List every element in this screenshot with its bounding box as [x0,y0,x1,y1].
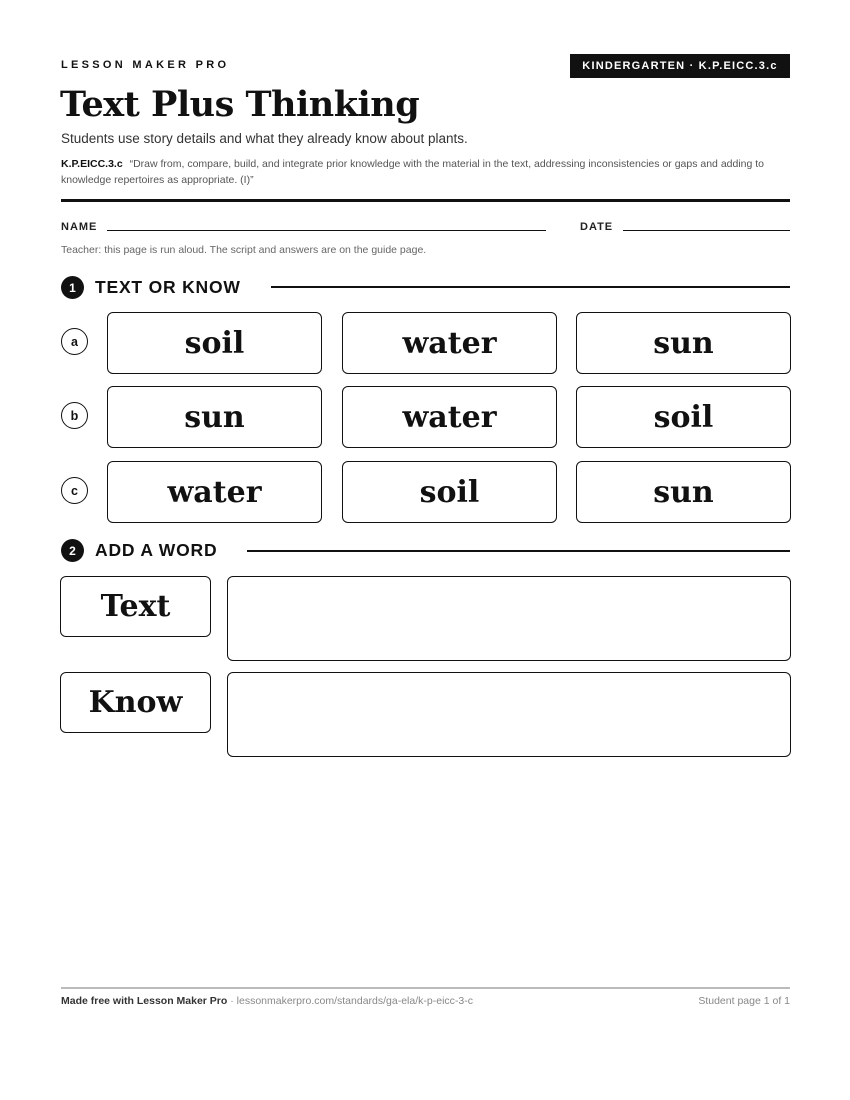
footer-url[interactable]: · lessonmakerpro.com/standards/ga-ela/k-p-eicc-3-c [227,995,473,1007]
section-number-badge: 1 [61,276,84,299]
section-number-badge: 2 [61,539,84,562]
date-label: DATE [580,221,614,233]
word-choice-box[interactable]: water [342,312,557,374]
standard-code: K.P.EICC.3.c [61,158,123,170]
page-subtitle: Students use story details and what they already know about plants. [61,131,468,146]
footer-page-number: Student page 1 of 1 [698,995,790,1007]
name-field[interactable] [107,230,546,231]
word-choice-box[interactable]: sun [107,386,322,448]
word-choice-box[interactable]: soil [107,312,322,374]
word-choice-box[interactable]: soil [576,386,791,448]
section-2-rule [247,550,790,552]
header-divider [61,199,790,202]
footer-credit [61,995,473,1007]
row-letter-a: a [61,328,88,355]
brand-name: LESSON MAKER PRO [61,59,230,71]
section-1-header [61,276,241,299]
page-title: Text Plus Thinking [60,84,420,125]
date-field[interactable] [623,230,790,231]
grade-badge: KINDERGARTEN · K.P.EICC.3.c [570,54,790,78]
know-label-box: Know [60,672,211,733]
standard-description [61,156,791,188]
section-title: TEXT OR KNOW [95,277,241,297]
row-letter-b: b [61,402,88,429]
word-choice-box[interactable]: soil [342,461,557,523]
word-choice-box[interactable]: water [107,461,322,523]
section-2-header [61,539,217,562]
name-label: NAME [61,221,98,233]
text-label-box: Text [60,576,211,637]
section-title: ADD A WORD [95,540,218,560]
know-answer-box[interactable] [227,672,791,757]
text-answer-box[interactable] [227,576,791,661]
word-choice-box[interactable]: sun [576,312,791,374]
word-choice-box[interactable]: sun [576,461,791,523]
footer-made-with: Made free with Lesson Maker Pro [61,995,228,1007]
standard-text: “Draw from, compare, build, and integrate prior knowledge with the material in the text, addressing inconsistencies or gaps and adding to knowledge repertoires as appropriate. (I)” [61,158,765,186]
teacher-note: Teacher: this page is run aloud. The script and answers are on the guide page. [61,244,427,256]
word-choice-box[interactable]: water [342,386,557,448]
footer-divider [61,987,790,989]
row-letter-c: c [61,477,88,504]
section-1-rule [271,286,790,288]
